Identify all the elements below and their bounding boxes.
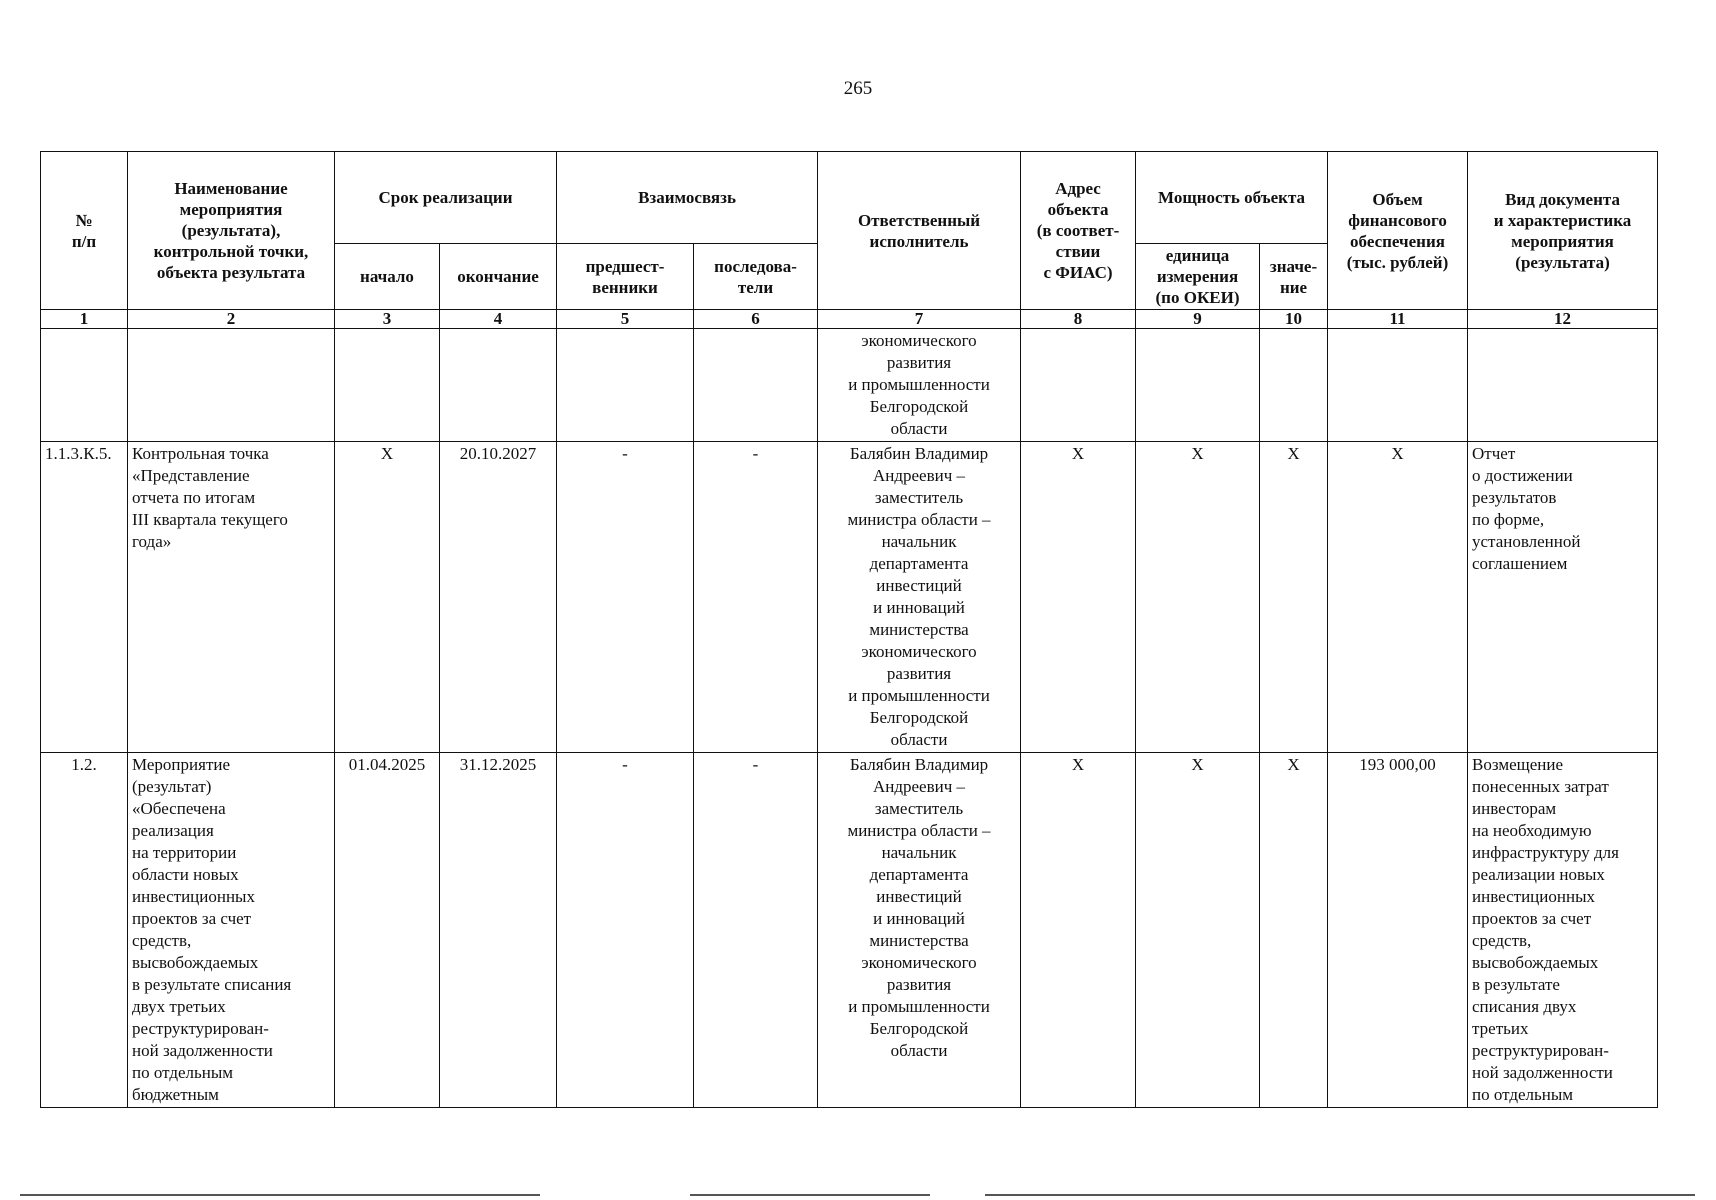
row-predecessors: - — [557, 753, 694, 1108]
row-name: Мероприятие (результат) «Обеспечена реализация на территории области новых инвестиционных проектов за счет средств, высвобождаемых в результате списания двух третьих реструктурирован- ной задолженности по отдельным бюджетным — [128, 753, 335, 1108]
row-end: 20.10.2027 — [440, 442, 557, 753]
column-number: 7 — [818, 310, 1021, 329]
row-name — [128, 329, 335, 442]
page-number: 265 — [843, 78, 873, 99]
header-responsible: Ответственный исполнитель — [818, 152, 1021, 310]
header-start: начало — [335, 244, 440, 310]
row-document: Отчет о достижении результатов по форме, установленной соглашением — [1468, 442, 1658, 753]
footer-rule — [20, 1194, 540, 1196]
column-number: 8 — [1021, 310, 1136, 329]
footer-rule — [985, 1194, 1695, 1196]
header-unit: единица измерения (по ОКЕИ) — [1136, 244, 1260, 310]
header-name: Наименование мероприятия (результата), контрольной точки, объекта результата — [128, 152, 335, 310]
row-successors: - — [694, 442, 818, 753]
row-number: 1.2. — [41, 753, 128, 1108]
header-end: окончание — [440, 244, 557, 310]
table-row — [41, 329, 1658, 442]
column-number: 3 — [335, 310, 440, 329]
row-funding: Х — [1328, 442, 1468, 753]
row-value: Х — [1260, 442, 1328, 753]
row-document — [1468, 329, 1658, 442]
row-predecessors: - — [557, 442, 694, 753]
row-responsible: Балябин Владимир Андреевич – заместитель министра области – начальник департамента инвестиций и инноваций министерства экономического развития и промышленности Белгородской области — [818, 442, 1021, 753]
row-document: Возмещение понесенных затрат инвесторам на необходимую инфраструктуру для реализации новых инвестиционных проектов за счет средств, высвобождаемых в результате списания двух третьих реструктурирован- ной задолженности по отдельным — [1468, 753, 1658, 1108]
row-end: 31.12.2025 — [440, 753, 557, 1108]
row-address — [1021, 329, 1136, 442]
header-document: Вид документа и характеристика мероприятия (результата) — [1468, 152, 1658, 310]
row-predecessors — [557, 329, 694, 442]
row-value — [1260, 329, 1328, 442]
column-number: 9 — [1136, 310, 1260, 329]
row-successors — [694, 329, 818, 442]
row-responsible: экономического развития и промышленности Белгородской области — [818, 329, 1021, 442]
column-number: 4 — [440, 310, 557, 329]
row-unit: Х — [1136, 753, 1260, 1108]
header-successors: последова- тели — [694, 244, 818, 310]
column-number: 2 — [128, 310, 335, 329]
header-number: № п/п — [41, 152, 128, 310]
table-row — [41, 753, 1658, 1108]
row-value: Х — [1260, 753, 1328, 1108]
header-capacity: Мощность объекта — [1136, 152, 1328, 244]
row-unit: Х — [1136, 442, 1260, 753]
row-funding — [1328, 329, 1468, 442]
header-address: Адрес объекта (в соответ- ствии с ФИАС) — [1021, 152, 1136, 310]
row-end — [440, 329, 557, 442]
table-row — [41, 442, 1658, 753]
row-start: 01.04.2025 — [335, 753, 440, 1108]
row-start: Х — [335, 442, 440, 753]
row-unit — [1136, 329, 1260, 442]
row-start — [335, 329, 440, 442]
header-term: Срок реализации — [335, 152, 557, 244]
row-address: Х — [1021, 442, 1136, 753]
row-funding: 193 000,00 — [1328, 753, 1468, 1108]
row-successors: - — [694, 753, 818, 1108]
plan-table — [40, 151, 1658, 1108]
header-value: значе- ние — [1260, 244, 1328, 310]
row-number: 1.1.3.К.5. — [41, 442, 128, 753]
row-address: Х — [1021, 753, 1136, 1108]
column-number: 6 — [694, 310, 818, 329]
column-number: 10 — [1260, 310, 1328, 329]
row-responsible: Балябин Владимир Андреевич – заместитель министра области – начальник департамента инвестиций и инноваций министерства экономического развития и промышленности Белгородской области — [818, 753, 1021, 1108]
header-relation: Взаимосвязь — [557, 152, 818, 244]
header-funding: Объем финансового обеспечения (тыс. рублей) — [1328, 152, 1468, 310]
footer-rule — [690, 1194, 930, 1196]
row-name: Контрольная точка «Представление отчета по итогам III квартала текущего года» — [128, 442, 335, 753]
row-number — [41, 329, 128, 442]
header-predecessors: предшест- венники — [557, 244, 694, 310]
column-number: 12 — [1468, 310, 1658, 329]
column-number: 1 — [41, 310, 128, 329]
column-number: 5 — [557, 310, 694, 329]
column-number: 11 — [1328, 310, 1468, 329]
